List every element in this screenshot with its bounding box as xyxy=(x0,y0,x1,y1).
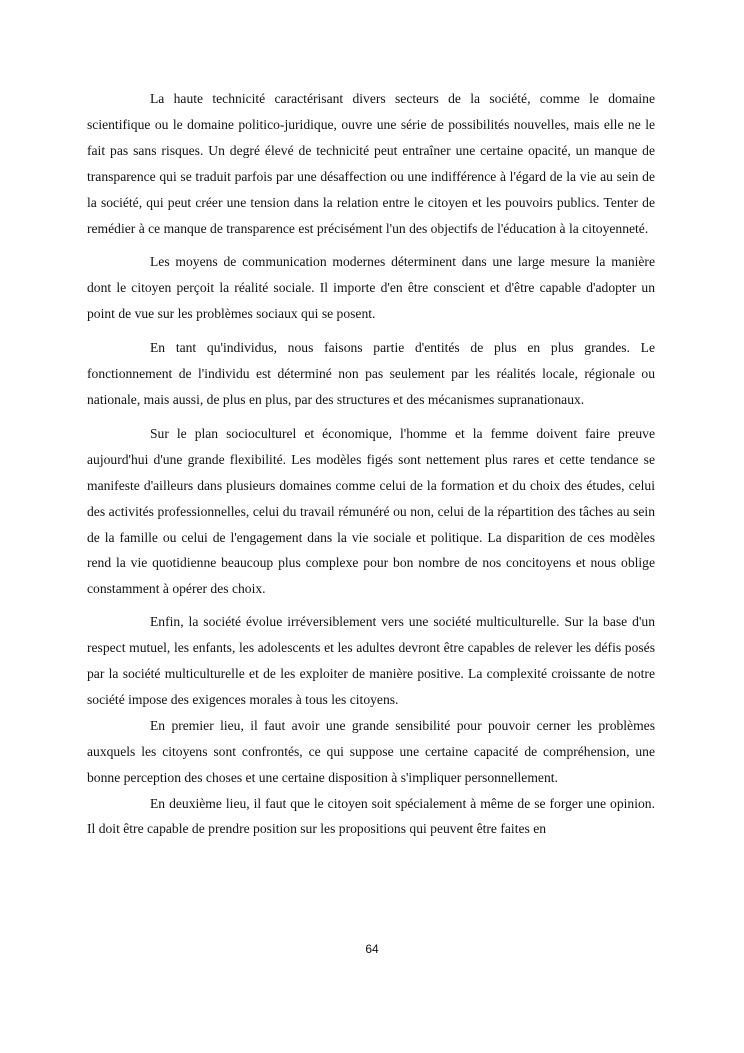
paragraph-multicultural-society: Enfin, la société évolue irréversiblement vers une société multiculturelle. Sur la base d'un respect mutuel, les enfants, les adolescents et les adultes devront être capables de relever les défis posés par la société multiculturelle et de les exploiter de manière positive. La complexité croissante de notre société impose des exigences morales à tous les citoyens. xyxy=(87,614,655,707)
paragraph-second-place: En deuxième lieu, il faut que le citoyen soit spécialement à même de se forger une opinion. Il doit être capable de prendre position sur les propositions qui peuvent être faites en xyxy=(87,795,655,837)
paragraph-technicity: La haute technicité caractérisant divers secteurs de la société, comme le domaine scientifique ou le domaine politico-juridique, ouvre une série de possibilités nouvelles, mais elle ne le fait pas sans risques. Un degré élevé de technicité peut entraîner une certaine opacité, un manque de transparence qui se traduit parfois par une désaffection ou une indifférence à l'égard de la vie au sein de la société, qui peut créer une tension dans la relation entre le citoyen et les pouvoirs publics. Tenter de remédier à ce manque de transparence est précisément l'un des objectifs de l'éducation à la citoyenneté. xyxy=(87,91,655,236)
page-number: 64 xyxy=(365,942,379,956)
paragraph-first-place: En premier lieu, il faut avoir une grande sensibilité pour pouvoir cerner les problèmes auxquels les citoyens sont confrontés, ce qui suppose une certaine capacité de compréhension, une bonne perception des choses et une certaine disposition à s'impliquer personnellement. xyxy=(87,717,655,785)
paragraph-communication-media: Les moyens de communication modernes déterminent dans une large mesure la manière dont le citoyen perçoit la réalité sociale. Il importe d'en être conscient et d'être capable d'adopter un point de vue sur les problèmes sociaux qui se posent. xyxy=(87,254,655,322)
paragraph-individuals-entities: En tant qu'individus, nous faisons partie d'entités de plus en plus grandes. Le fonctionnement de l'individu est déterminé non pas seulement par les réalités locale, régionale ou nationale, mais aussi, de plus en plus, par des structures et des mécanismes supranationaux. xyxy=(87,340,655,407)
paragraph-sociocultural-flexibility: Sur le plan socioculturel et économique, l'homme et la femme doivent faire preuve aujourd'hui d'une grande flexibilité. Les modèles figés sont nettement plus rares et cette tendance se manifeste d'ailleurs dans plusieurs domaines comme celui de la formation et du choix des études, celui des activités professionnelles, celui du travail rémunéré ou non, celui de la répartition des tâches au sein de la famille ou celui de l'engagement dans la vie sociale et politique. La disparition de ces modèles rend la vie quotidienne beaucoup plus complexe pour bon nombre de nos concitoyens et nous oblige constamment à opérer des choix. xyxy=(87,425,655,597)
page-body xyxy=(87,86,655,842)
